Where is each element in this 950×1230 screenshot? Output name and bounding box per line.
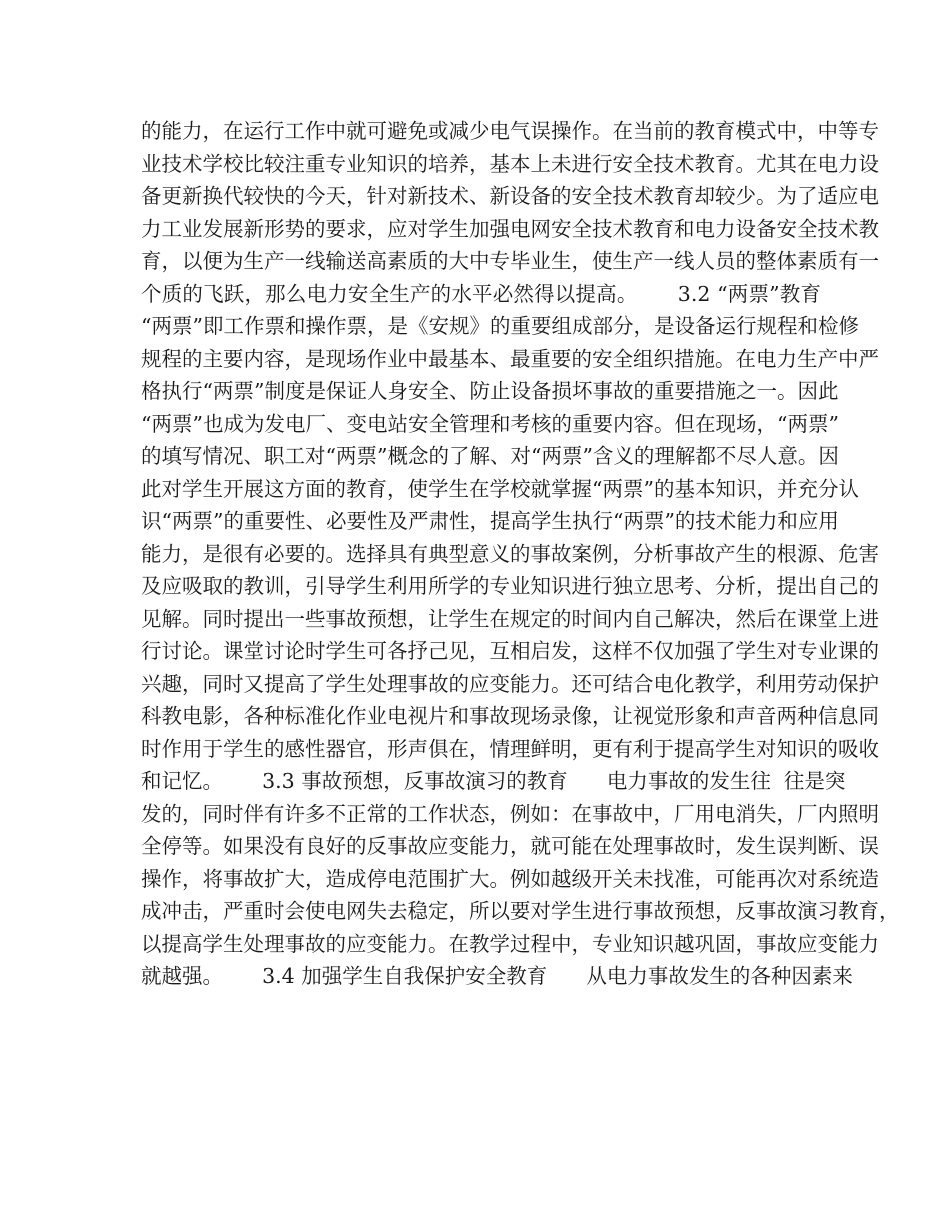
text-line: 发的，同时伴有许多不正常的工作状态，例如：在事故中，厂用电消失，厂内照明 (141, 801, 879, 826)
text-line: 个质的飞跃，那么电力安全生产的水平必然得以提高。 3.2 “两票”教育 (141, 281, 821, 306)
text-line: 业技术学校比较注重专业知识的培养，基本上未进行安全技术教育。尤其在电力设 (141, 151, 879, 176)
text-line: 见解。同时提出一些事故预想，让学生在规定的时间内自己解决，然后在课堂上进 (141, 606, 879, 631)
text-line: 的填写情况、职工对“两票”概念的了解、对“两票”含义的理解都不尽人意。因 (141, 444, 839, 468)
text-line: 育，以便为生产一线输送高素质的大中专毕业生，使生产一线人员的整体素质有一 (141, 249, 879, 273)
text-line: 兴趣，同时又提高了学生处理事故的应变能力。还可结合电化教学，利用劳动保护 (141, 671, 879, 696)
text-line: 此对学生开展这方面的教育，使学生在学校就掌握“两票”的基本知识，并充分认 (141, 476, 859, 501)
text-line: 的能力，在运行工作中就可避免或减少电气误操作。在当前的教育模式中，中等专 (141, 119, 879, 143)
text-line: “两票”也成为发电厂、变电站安全管理和考核的重要内容。但在现场，“两票” (141, 411, 839, 436)
text-line: 成冲击，严重时会使电网失去稳定，所以要对学生进行事故预想，反事故演习教育， (141, 899, 900, 923)
text-line: 识“两票”的重要性、必要性及严肃性，提高学生执行“两票”的技术能力和应用 (141, 509, 839, 533)
text-line: 能力，是很有必要的。选择具有典型意义的事故案例，分析事故产生的根源、危害 (141, 541, 879, 566)
text-line: 格执行“两票”制度是保证人身安全、防止设备损坏事故的重要措施之一。因此 (141, 379, 839, 403)
text-line: 以提高学生处理事故的应变能力。在教学过程中，专业知识越巩固，事故应变能力 (141, 931, 879, 956)
text-line: 全停等。如果没有良好的反事故应变能力，就可能在处理事故时，发生误判断、误 (141, 834, 879, 858)
body-text (141, 115, 900, 993)
text-line: 科教电影，各种标准化作业电视片和事故现场录像，让视觉形象和声音两种信息同 (141, 704, 879, 728)
text-line: 就越强。 3.4 加强学生自我保护安全教育 从电力事故发生的各种因素来 (141, 964, 853, 988)
text-line: 和记忆。 3.3 事故预想，反事故演习的教育 电力事故的发生往 往是突 (141, 769, 846, 793)
text-line: “两票”即工作票和操作票，是《安规》的重要组成部分，是设备运行规程和检修 (141, 314, 859, 338)
text-line: 规程的主要内容，是现场作业中最基本、最重要的安全组织措施。在电力生产中严 (141, 346, 879, 371)
text-line: 备更新换代较快的今天，针对新技术、新设备的安全技术教育却较少。为了适应电 (141, 184, 879, 208)
text-line: 行讨论。课堂讨论时学生可各抒己见，互相启发，这样不仅加强了学生对专业课的 (141, 639, 879, 663)
text-line: 力工业发展新形势的要求，应对学生加强电网安全技术教育和电力设备安全技术教 (141, 216, 879, 241)
text-line: 时作用于学生的感性器官，形声俱在，情理鲜明，更有利于提高学生对知识的吸收 (141, 736, 879, 761)
text-line: 及应吸取的教训，引导学生利用所学的专业知识进行独立思考、分析，提出自己的 (141, 574, 879, 598)
text-line: 操作，将事故扩大，造成停电范围扩大。例如越级开关未找准，可能再次对系统造 (141, 866, 879, 891)
